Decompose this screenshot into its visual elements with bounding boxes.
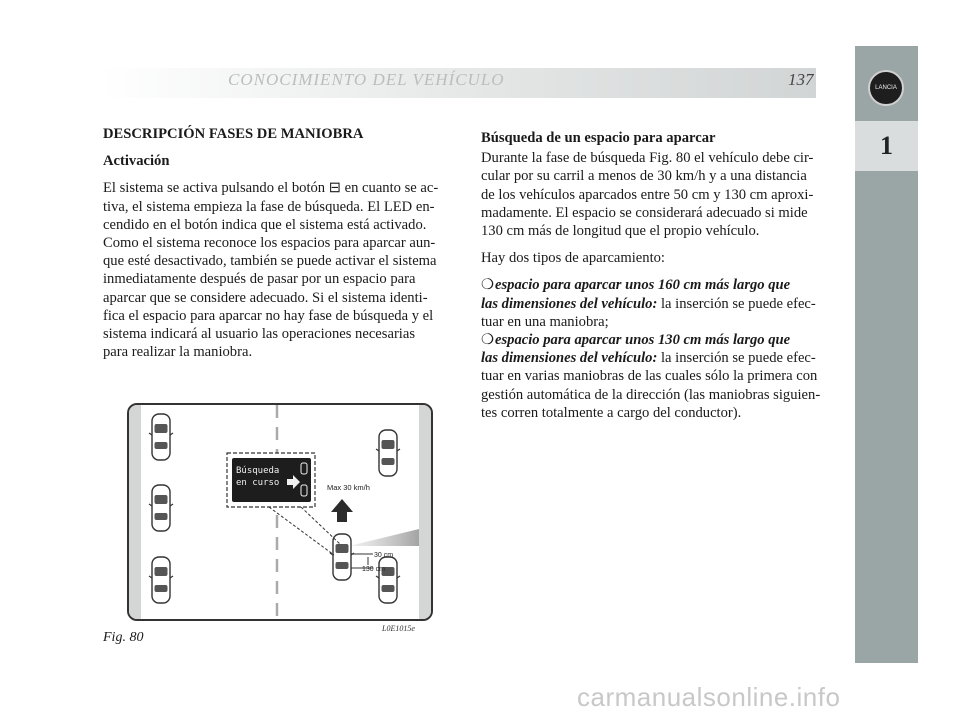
parked-car [149, 414, 173, 460]
display-text-line2: en curso [236, 478, 280, 488]
bullet-icon: ❍ [481, 277, 495, 294]
subtitle-activation: Activación [103, 153, 170, 170]
figure-code: L0E1015e [382, 624, 415, 633]
footer-watermark-url[interactable]: carmanualsonline.info [577, 682, 841, 712]
figure-caption: Fig. 80 [103, 630, 144, 645]
callout-line [269, 507, 334, 555]
distance-max-label: 130 cm [362, 566, 385, 573]
text-line: tiva, el sistema empieza la fase de búsqueda. El LED en- [103, 198, 435, 215]
parked-car [149, 557, 173, 603]
direction-arrow-icon [331, 499, 353, 522]
moving-car [330, 534, 354, 580]
text-line: para realizar la maniobra. [103, 344, 253, 361]
parked-car [376, 430, 400, 476]
right-column [481, 129, 831, 422]
section-title: DESCRIPCIÓN FASES DE MANIOBRA [103, 126, 364, 142]
text-line: que esté desactivado, también se puede activar el sistema [103, 253, 437, 270]
parked-car [376, 557, 400, 603]
bullet-1-line3: tuar en una maniobra; [481, 313, 609, 330]
lancia-logo-icon [868, 70, 904, 106]
text-line: madamente. El espacio se considerará adecuado si mide [481, 204, 808, 221]
parking-diagram [129, 405, 431, 619]
left-column [103, 125, 453, 361]
text-line: El sistema se activa pulsando el botón ⊟ en cuanto se ac- [103, 180, 439, 197]
bullet-icon: ❍ [481, 332, 495, 349]
chapter-tab[interactable]: 1 [855, 121, 918, 171]
display-text-line1: Búsqueda [236, 466, 280, 476]
left-curb [129, 405, 141, 619]
text-line: aparcar que se considere adecuado. Si el sistema identi- [103, 289, 428, 306]
text-line: Durante la fase de búsqueda Fig. 80 el vehículo debe cir- [481, 150, 814, 167]
callout-line [301, 507, 341, 545]
page-number: 137 [788, 70, 814, 89]
display-car-icon [301, 485, 307, 496]
text-line: 130 cm más de longitud que el propio vehículo. [481, 223, 760, 240]
text-line: sistema indicará al usuario las operaciones necesarias [103, 326, 416, 343]
bullet-1: ❍espacio para aparcar unos 160 cm más largo que [481, 277, 791, 294]
right-curb [419, 405, 431, 619]
display-car-icon [301, 463, 307, 474]
text-line: Hay dos tipos de aparcamiento: [481, 250, 665, 267]
text-line: tes corren totalmente a cargo del conductor). [481, 404, 742, 421]
text-line: Como el sistema reconoce los espacios para aparcar aun- [103, 235, 436, 252]
text-line: tuar en varias maniobras de las cuales sólo la primera con [481, 368, 818, 385]
text-line: inmediatamente después de pasar por un espacio para [103, 271, 416, 288]
text-line: fica el espacio para aparcar no hay fase de búsqueda y el [103, 307, 434, 324]
text-line: cendido en el botón indica que el sistema está activado. [103, 216, 427, 233]
distance-min-label: 30 cm [374, 552, 394, 559]
bullet-1-line2: las dimensiones del vehículo: la inserción se puede efec- [481, 295, 816, 312]
bullet-2: ❍espacio para aparcar unos 130 cm más largo que [481, 332, 791, 349]
text-line: cular por su carril a menos de 30 km/h y a una distancia [481, 168, 807, 185]
speed-limit-label: Max 30 km/h [327, 483, 370, 492]
text-line: de los vehículos aparcados entre 50 cm y 130 cm aproxi- [481, 186, 814, 203]
text-line: gestión automática de la dirección (las maniobras siguien- [481, 386, 821, 403]
bullet-2-line2: las dimensiones del vehículo: la inserción se puede efec- [481, 350, 816, 367]
running-header-title: CONOCIMIENTO DEL VEHÍCULO [228, 70, 505, 89]
sensor-beam [349, 529, 419, 546]
logo-lettering: LANCIA [875, 85, 897, 91]
subtitle-search: Búsqueda de un espacio para aparcar [481, 130, 716, 146]
parked-car [149, 485, 173, 531]
figure-80-illustration [127, 403, 433, 621]
